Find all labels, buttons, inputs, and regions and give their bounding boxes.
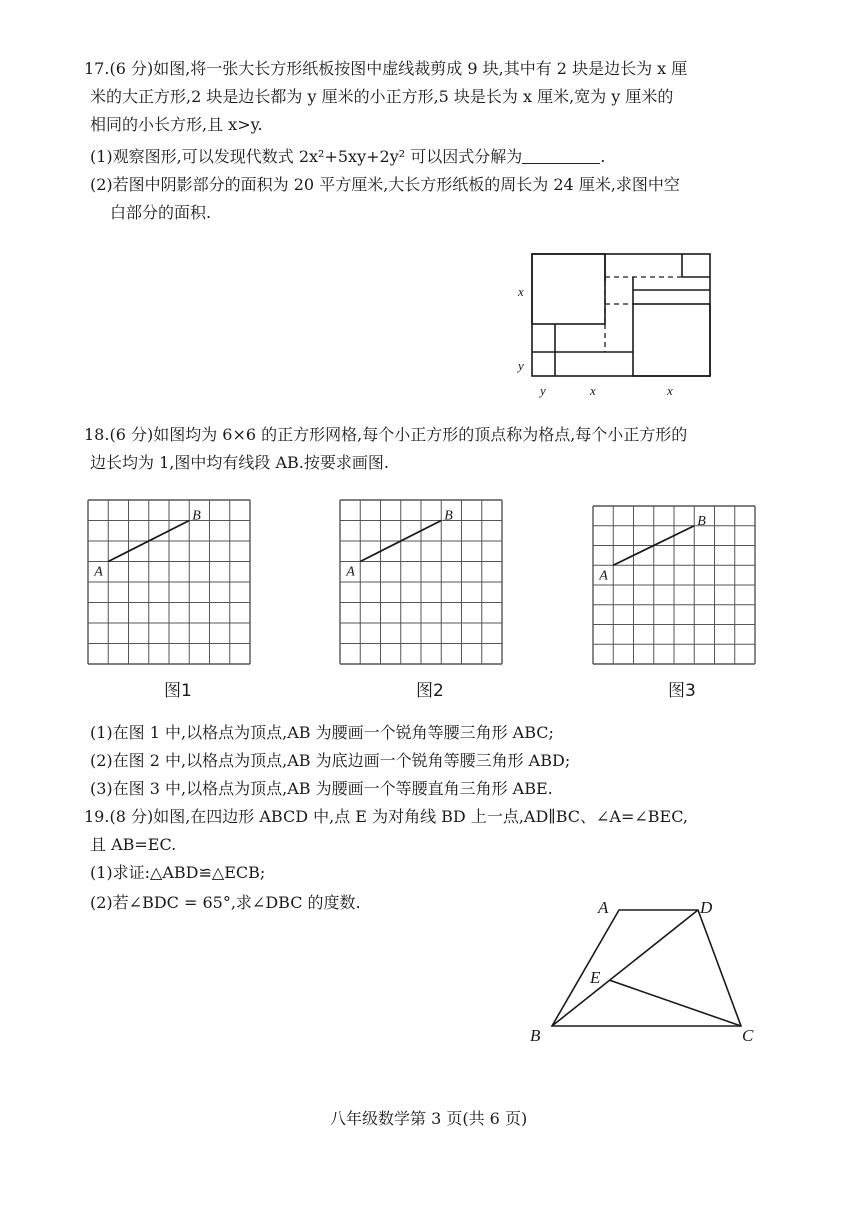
q17-part1-text: (1)观察图形,可以发现代数式 2x²+5xy+2y² 可以因式分解为 xyxy=(90,147,523,166)
grid-figure-2 xyxy=(336,496,506,668)
diagonal-bd xyxy=(552,910,698,1026)
point-a-label: A xyxy=(94,564,103,580)
label-d: D xyxy=(700,898,713,917)
grid-figure-1 xyxy=(84,496,254,668)
label-bottom-x2: x xyxy=(667,383,673,398)
label-e: E xyxy=(590,968,601,987)
label-c: C xyxy=(742,1026,754,1045)
answer-blank[interactable] xyxy=(522,149,600,164)
q17-part2-line2: 白部分的面积. xyxy=(110,203,212,222)
q19-part1: (1)求证:△ABD≌△ECB; xyxy=(90,863,266,882)
q19-line2: 且 AB=EC. xyxy=(90,835,177,854)
q18-part2: (2)在图 2 中,以格点为顶点,AB 为底边画一个锐角等腰三角形 ABD; xyxy=(90,751,571,770)
label-a: A xyxy=(598,898,609,917)
page-footer: 八年级数学第 3 页(共 6 页) xyxy=(330,1109,528,1128)
q17-line1: 17.(6 分)如图,将一张大长方形纸板按图中虚线裁剪成 9 块,其中有 2 块是边长为 x 厘 xyxy=(84,59,688,78)
q18-part1: (1)在图 1 中,以格点为顶点,AB 为腰画一个锐角等腰三角形 ABC; xyxy=(90,723,554,742)
quadrilateral-abcd xyxy=(552,910,741,1026)
label-b: B xyxy=(530,1026,541,1045)
label-x-left: x xyxy=(518,284,524,299)
grid-caption-2: 图2 xyxy=(416,681,444,701)
q19-quadrilateral-figure xyxy=(520,894,760,1054)
q17-rectangle-figure xyxy=(512,244,722,402)
point-a-label: A xyxy=(599,568,608,584)
grid-caption-3: 图3 xyxy=(668,681,696,701)
point-b-label: B xyxy=(192,508,201,524)
large-square-left xyxy=(532,254,605,324)
outer-rectangle xyxy=(532,254,710,376)
point-a-label: A xyxy=(346,564,355,580)
segment-ec xyxy=(609,980,741,1026)
q19-part2: (2)若∠BDC = 65°,求∠DBC 的度数. xyxy=(90,893,361,912)
q17-line2: 米的大正方形,2 块是边长都为 y 厘米的小正方形,5 块是长为 x 厘米,宽为 y 厘米的 xyxy=(90,87,674,106)
q17-line3: 相同的小长方形,且 x>y. xyxy=(90,115,263,134)
q17-part1-suffix: . xyxy=(600,147,606,166)
label-y-left: y xyxy=(518,358,524,373)
q19-line1: 19.(8 分)如图,在四边形 ABCD 中,点 E 为对角线 BD 上一点,AD∥BC、∠A=∠BEC, xyxy=(84,807,688,826)
q17-part2-line1: (2)若图中阴影部分的面积为 20 平方厘米,大长方形纸板的周长为 24 厘米,求图中空 xyxy=(90,175,680,194)
large-square-right xyxy=(633,304,710,376)
q18-line2: 边长均为 1,图中均有线段 AB.按要求画图. xyxy=(90,453,389,472)
point-b-label: B xyxy=(444,508,453,524)
point-b-label: B xyxy=(697,513,706,529)
q17-part1 xyxy=(90,146,605,168)
grid-figure-3 xyxy=(589,502,759,668)
grid-caption-1: 图1 xyxy=(164,681,192,701)
q18-part3: (3)在图 3 中,以格点为顶点,AB 为腰画一个等腰直角三角形 ABE. xyxy=(90,779,553,798)
label-bottom-y: y xyxy=(540,383,546,398)
q18-line1: 18.(6 分)如图均为 6×6 的正方形网格,每个小正方形的顶点称为格点,每个小正方形的 xyxy=(84,425,688,444)
label-bottom-x1: x xyxy=(590,383,596,398)
